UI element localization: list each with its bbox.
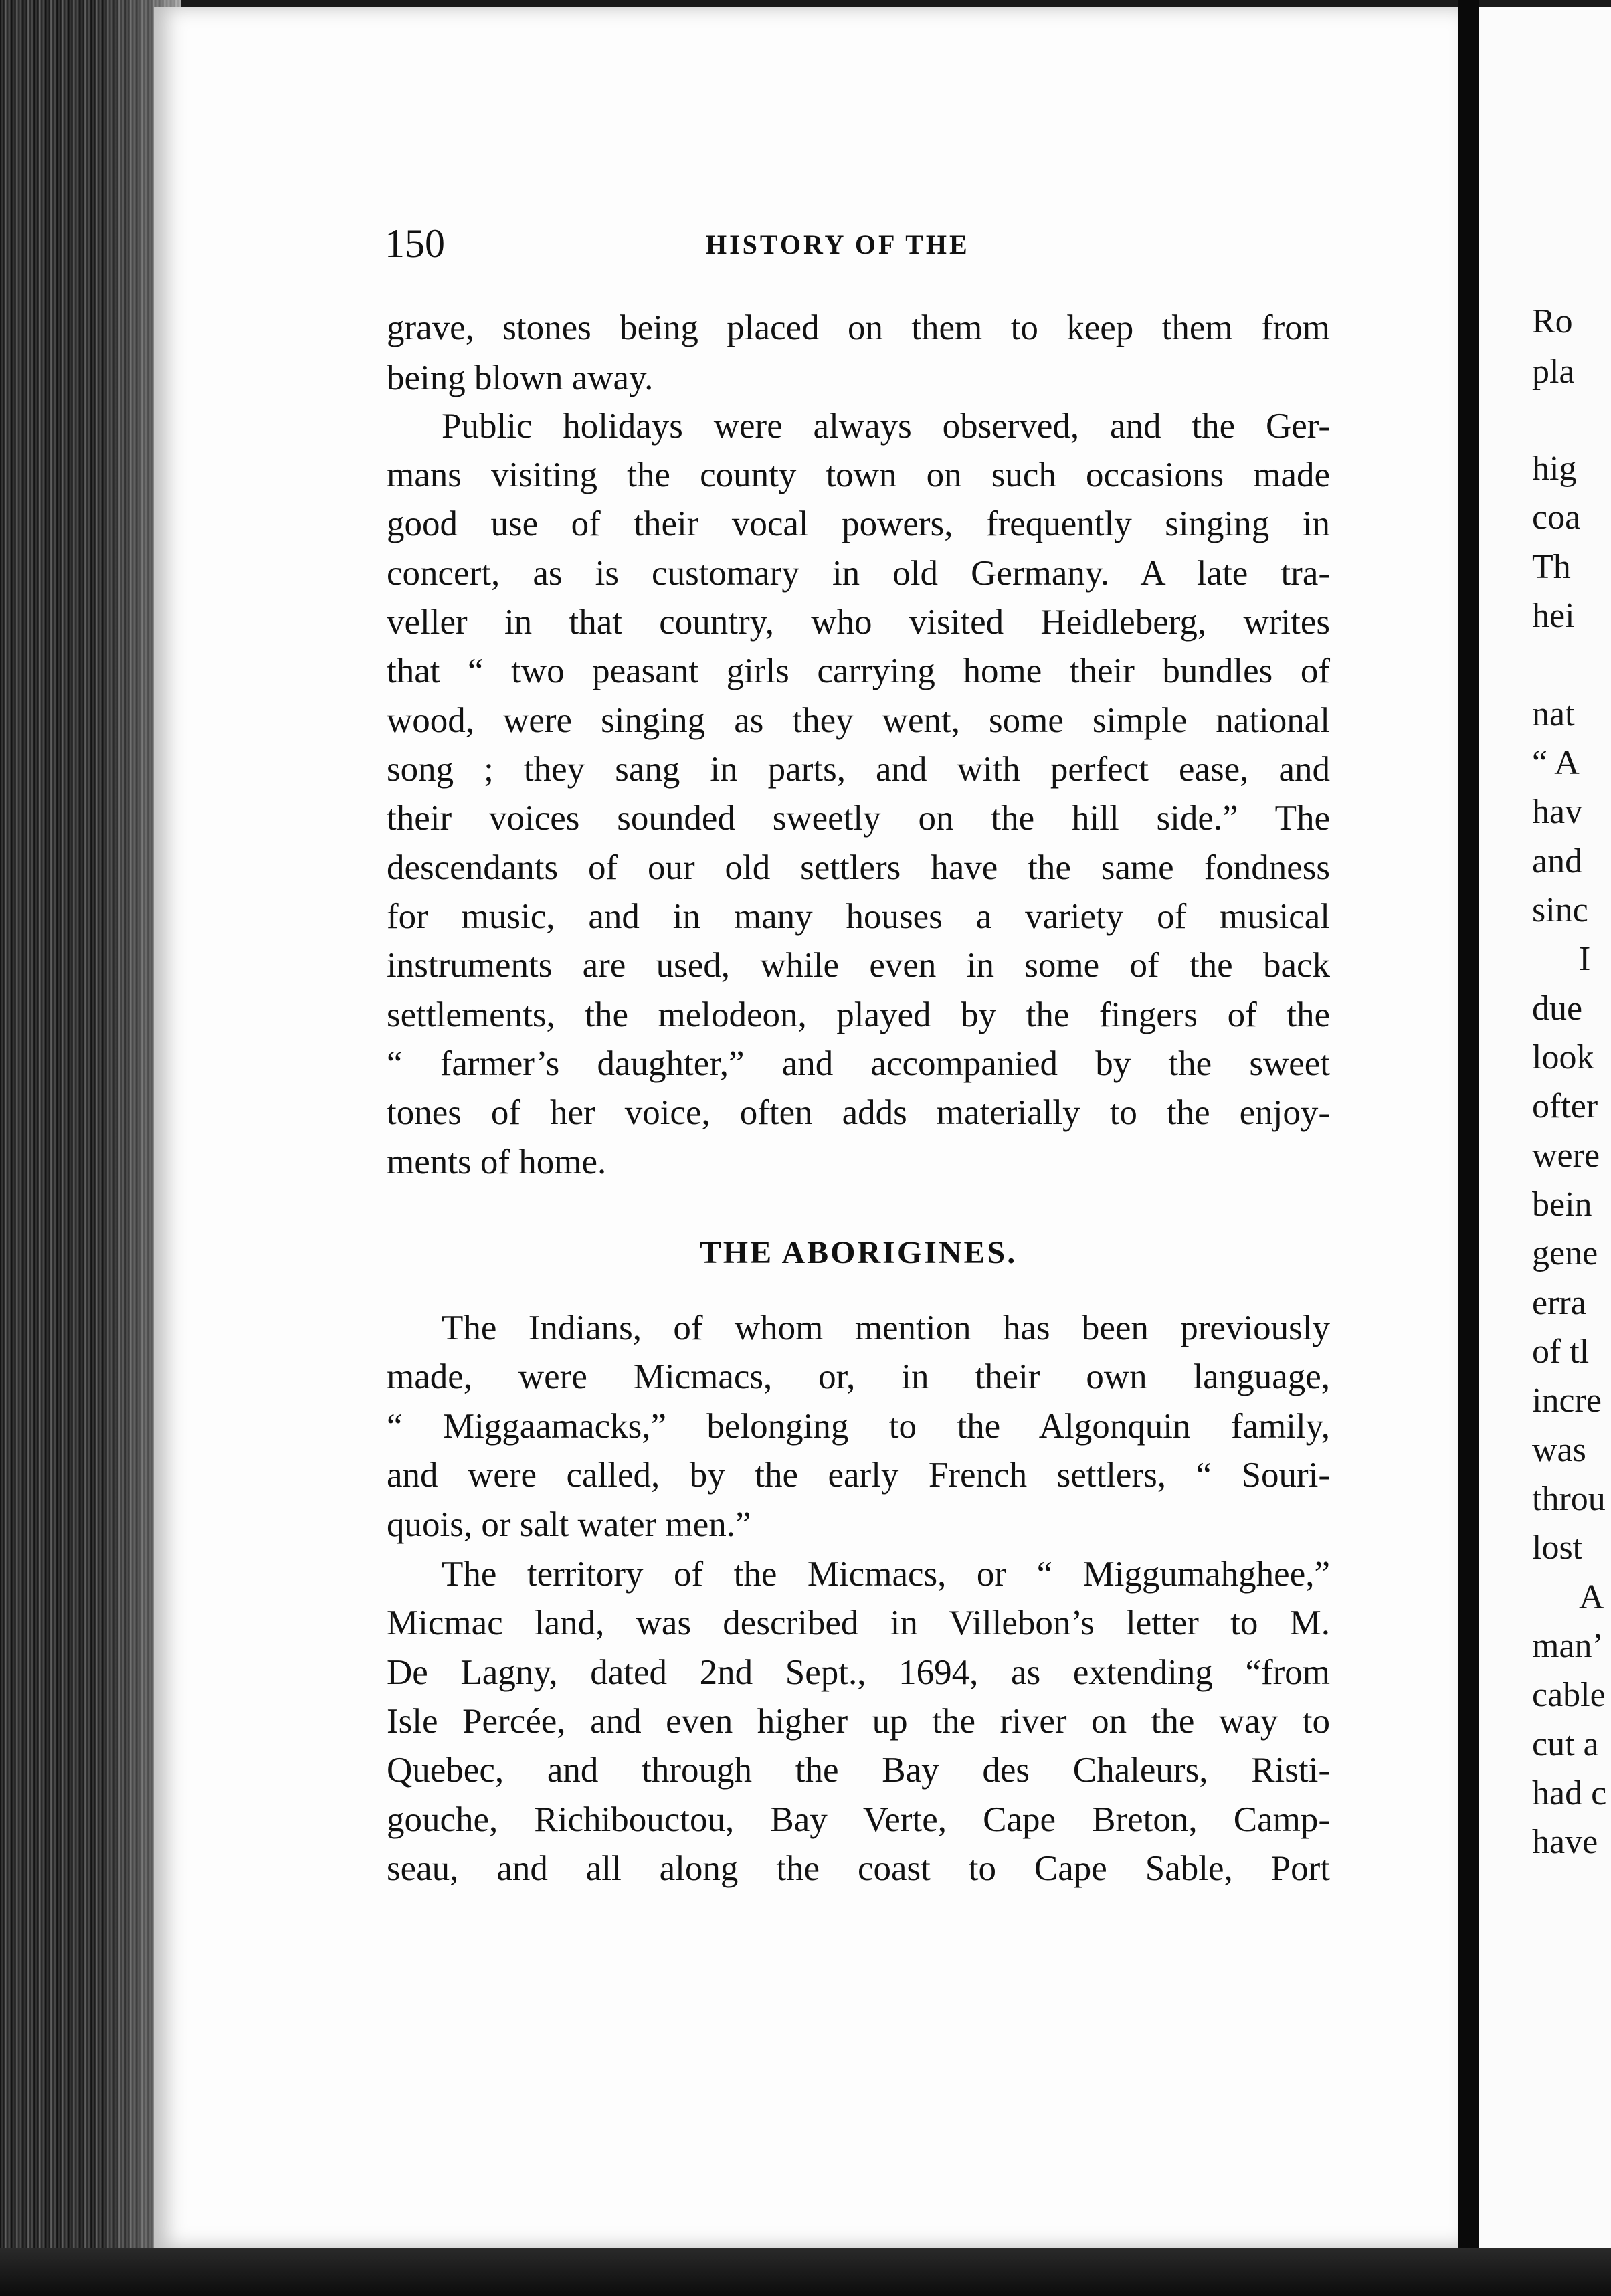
facing-page-fragment: throu <box>1532 1480 1606 1518</box>
facing-page-fragment: cut a <box>1532 1725 1599 1763</box>
facing-page-fragment: and <box>1532 842 1583 880</box>
text-line: gouche, Richibouctou, Bay Verte, Cape Breton, Camp- <box>387 1800 1330 1839</box>
running-title: HISTORY OF THE <box>706 229 970 260</box>
facing-page-fragment: hig <box>1532 450 1577 488</box>
text-line: seau, and all along the coast to Cape Sable, Port <box>387 1849 1330 1888</box>
facing-page-fragment: bein <box>1532 1185 1592 1224</box>
text-line: made, were Micmacs, or, in their own language, <box>387 1357 1330 1396</box>
text-line: descendants of our old settlers have the same fondness <box>387 848 1330 887</box>
section-heading: THE ABORIGINES. <box>699 1235 1018 1270</box>
facing-page-fragment: incre <box>1532 1381 1602 1420</box>
text-line: The Indians, of whom mention has been previously <box>442 1309 1330 1347</box>
text-line: De Lagny, dated 2nd Sept., 1694, as extending “from <box>387 1653 1330 1692</box>
facing-page-fragment: sinc <box>1532 891 1588 929</box>
text-line: that “ two peasant girls carrying home their bundles of <box>387 652 1330 690</box>
facing-page-fragment: hei <box>1532 597 1575 635</box>
facing-page-fragment: was <box>1532 1431 1586 1469</box>
page-gutter <box>1458 0 1479 2296</box>
facing-page-fragment: nat <box>1532 695 1575 733</box>
facing-page-fragment: man’ <box>1532 1627 1604 1665</box>
text-line: concert, as is customary in old Germany. A late tra- <box>387 554 1330 593</box>
text-line: their voices sounded sweetly on the hill side.” The <box>387 799 1330 838</box>
facing-page-fragment: had c <box>1532 1774 1607 1812</box>
facing-page-fragment: ofter <box>1532 1087 1598 1125</box>
text-line: veller in that country, who visited Heidleberg, writes <box>387 603 1330 642</box>
text-line: mans visiting the county town on such occasions made <box>387 456 1330 494</box>
page-number: 150 <box>385 221 445 266</box>
text-line: wood, were singing as they went, some simple national <box>387 701 1330 740</box>
text-line: song ; they sang in parts, and with perfect ease, and <box>387 750 1330 789</box>
text-line: good use of their vocal powers, frequently singing in <box>387 504 1330 543</box>
text-line: “ farmer’s daughter,” and accompanied by the sweet <box>387 1044 1330 1083</box>
text-line: tones of her voice, often adds materially to the enjoy- <box>387 1093 1330 1132</box>
text-line: Public holidays were always observed, and the Ger- <box>442 407 1330 446</box>
facing-page-fragment: coa <box>1532 498 1581 537</box>
text-line: Micmac land, was described in Villebon’s letter to M. <box>387 1604 1330 1642</box>
facing-page-fragment: look <box>1532 1038 1594 1076</box>
facing-page-fragment: lost <box>1532 1529 1583 1567</box>
text-line: “ Miggaamacks,” belonging to the Algonquin family, <box>387 1407 1330 1446</box>
facing-page-fragment: I <box>1579 940 1591 978</box>
facing-page-fragment: of tl <box>1532 1333 1590 1371</box>
facing-page-fragment: A <box>1579 1578 1604 1616</box>
text-line: Isle Percée, and even higher up the river on the way to <box>387 1702 1330 1741</box>
text-line: ments of home. <box>387 1143 607 1181</box>
text-line: and were called, by the early French settlers, “ Souri- <box>387 1456 1330 1495</box>
text-line: settlements, the melodeon, played by the fingers of the <box>387 995 1330 1034</box>
facing-page-fragment: were <box>1532 1137 1600 1175</box>
facing-page-fragment: gene <box>1532 1234 1598 1272</box>
text-line: The territory of the Micmacs, or “ Miggumahghee,” <box>442 1555 1330 1594</box>
facing-page-fragment: have <box>1532 1823 1598 1861</box>
running-header <box>385 221 1328 268</box>
text-line: instruments are used, while even in some of the back <box>387 946 1330 985</box>
facing-page-fragment: Ro <box>1532 302 1573 341</box>
facing-page-fragment: erra <box>1532 1284 1586 1322</box>
text-line: quois, or salt water men.” <box>387 1505 751 1544</box>
text-line: Quebec, and through the Bay des Chaleurs, Risti- <box>387 1751 1330 1790</box>
facing-page-fragment: Th <box>1532 548 1571 586</box>
facing-page-fragment: due <box>1532 989 1583 1028</box>
text-line: grave, stones being placed on them to keep them from <box>387 308 1330 347</box>
facing-page-fragment: pla <box>1532 353 1575 391</box>
text-line: for music, and in many houses a variety of musical <box>387 897 1330 936</box>
facing-page-fragment: cable <box>1532 1676 1606 1714</box>
facing-page-fragment: hav <box>1532 793 1583 831</box>
text-line: being blown away. <box>387 359 654 397</box>
facing-page-fragment: “ A <box>1532 744 1580 782</box>
scan-bottom-edge <box>0 2248 1611 2296</box>
facing-page <box>1479 7 1611 2248</box>
